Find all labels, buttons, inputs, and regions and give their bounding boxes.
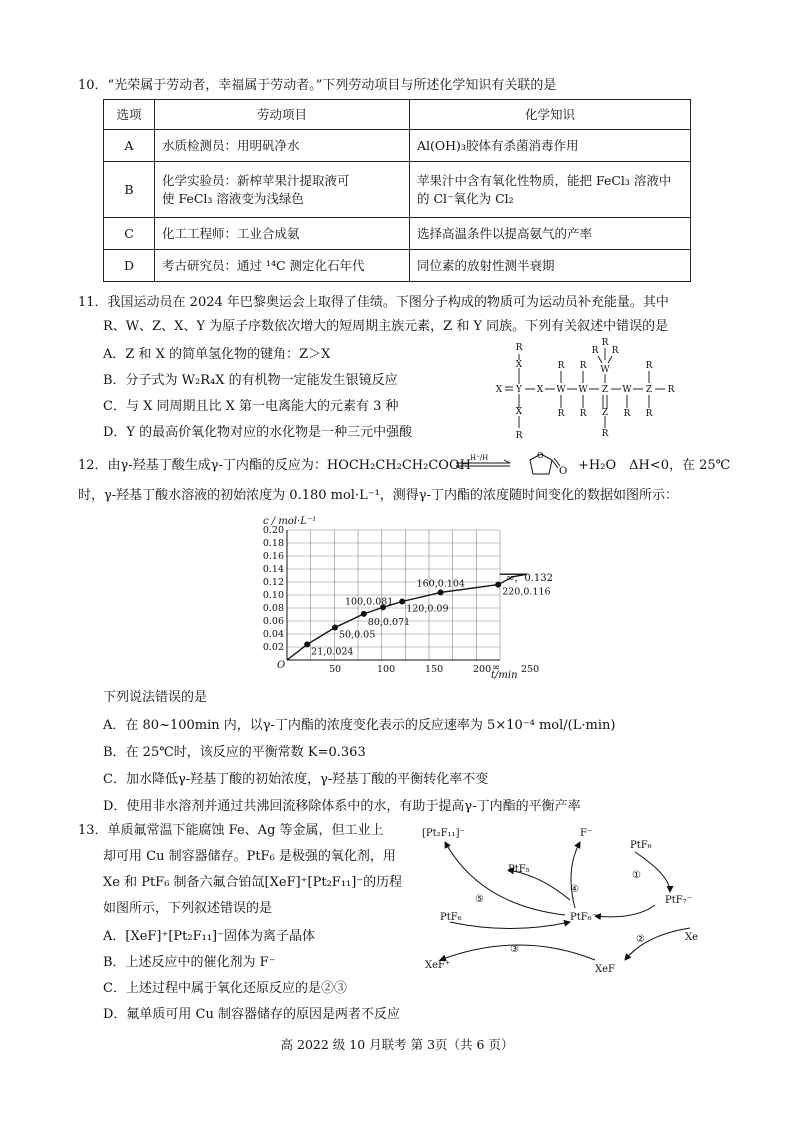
svg-text:X: X (515, 407, 523, 417)
ptf7-label: PtF₇⁻ (665, 895, 692, 906)
row-option: A (104, 130, 155, 162)
table-row (104, 218, 691, 250)
svg-text:R: R (611, 346, 619, 356)
chart-x-tick: 250 (521, 664, 540, 675)
chart-y-tick: 0.10 (262, 590, 284, 601)
chart-x-tick: 150 (425, 664, 444, 675)
chart-y-tick: 0.08 (262, 603, 284, 614)
q13-option-b: B．上述反应中的催化剂为 F⁻ (103, 955, 276, 970)
xef-plus-label: XeF⁺ (425, 960, 451, 971)
row-labor: 化学实验员：新榨苹果汁提取液可 (162, 172, 350, 188)
row-chem: 的 Cl⁻氧化为 Cl₂ (417, 190, 514, 206)
table-row (104, 250, 691, 282)
svg-text:R: R (515, 343, 523, 353)
q12-stem-1a: 12．由γ-羟基丁酸生成γ-丁内酯的反应为：HOCH₂CH₂CH₂COOH (78, 458, 471, 473)
chart-limit-label: ∞，0.132 (506, 573, 553, 584)
chart-data-point (399, 599, 405, 605)
chart-y-tick: 0.04 (262, 629, 284, 640)
ptf5-label: PtF₅ (508, 864, 530, 875)
chart-y-tick: 0.06 (262, 616, 284, 627)
chart-y-tick: 0.20 (262, 525, 284, 536)
step-1-label: ① (632, 870, 641, 881)
svg-text:W: W (578, 385, 588, 395)
svg-text:R: R (645, 361, 653, 371)
ptf6-top-label: PtF₆ (630, 840, 652, 851)
chart-y-tick: 0.16 (262, 551, 284, 562)
page-footer: 高 2022 级 10 月联考 第 3页（共 6 页） (280, 1037, 514, 1052)
xe-label: Xe (685, 932, 699, 943)
chart-data-point (495, 582, 501, 588)
q13-mechanism-diagram (420, 820, 720, 980)
q13-line-3: Xe 和 PtF₆ 制备六氟合铂氙[XeF]⁺[Pt₂F₁₁]⁻的历程 (103, 875, 403, 890)
q12-option-d: D．使用非水溶剂并通过共沸回流移除体系中的水，有助于提高γ-丁内酯的平衡产率 (103, 799, 581, 814)
row-chem: 选择高温条件以提高氨气的产率 (417, 225, 593, 241)
chart-x-tick: 200 (473, 664, 492, 675)
svg-text:R: R (579, 409, 587, 419)
q13-option-a: A．[XeF]⁺[Pt₂F₁₁]⁻固体为离子晶体 (103, 929, 315, 944)
row-chem: 苹果汁中含有氧化性物质，能把 FeCl₃ 溶液中 (417, 172, 672, 188)
chart-x-tick: 100 (377, 664, 396, 675)
xef-label: XeF (595, 964, 615, 975)
svg-text:R: R (557, 409, 565, 419)
row-option: D (104, 250, 155, 282)
svg-text:W: W (556, 385, 566, 395)
chart-y-tick: 0.18 (262, 538, 284, 549)
table-row (104, 162, 691, 218)
chart-data-label: 220,0.116 (502, 586, 551, 598)
ptf6-center-label: PtF₆⁻ (570, 912, 597, 923)
svg-text:W: W (600, 365, 610, 375)
chart-data-point (438, 589, 444, 595)
row-labor: 水质检测员：用明矾净水 (162, 137, 300, 153)
carbonyl-oxygen-label: O (559, 466, 568, 477)
q10-table (103, 99, 691, 282)
q10-stem: 10．“光荣属于劳动者，幸福属于劳动者。”下列劳动项目与所述化学知识有关联的是 (78, 78, 557, 93)
chart-data-label: 50,0.05 (339, 629, 376, 641)
chart-data-label: 120,0.09 (406, 603, 449, 615)
arrow-step-4a (571, 842, 580, 908)
q12-concentration-chart (255, 510, 585, 682)
q13-line-1: 13．单质氟常温下能腐蚀 Fe、Ag 等金属，但工业上 (78, 823, 384, 838)
q12-stem-2: 时，γ-羟基丁酸水溶液的初始浓度为 0.180 mol·L⁻¹，测得γ-丁内酯的浓度随时间变化的数据如图所示： (78, 488, 678, 503)
svg-text:R: R (623, 409, 631, 419)
chart-x-label: t/min (491, 670, 518, 681)
table-row (104, 130, 691, 162)
svg-text:R: R (591, 346, 599, 356)
svg-text:W: W (622, 385, 632, 395)
ptf6-left-label: PtF₆ (440, 912, 462, 923)
step-2-label: ② (636, 934, 645, 945)
chart-data-label: 160,0.104 (416, 578, 465, 590)
q12-option-b: B．在 25℃时，该反应的平衡常数 K=0.363 (103, 745, 366, 760)
svg-text:Z: Z (601, 408, 609, 418)
chart-x-tick: 50 (329, 664, 342, 675)
chart-origin-label: O (277, 660, 286, 671)
svg-text:X: X (515, 360, 523, 370)
row-labor: 使 FeCl₃ 溶液变为浅绿色 (162, 190, 304, 206)
pt2f11-label: [Pt₂F₁₁]⁻ (422, 828, 465, 839)
svg-text:R: R (579, 361, 587, 371)
arrow-step-2b (625, 928, 690, 960)
svg-text:Z: Z (645, 385, 653, 395)
row-option: B (104, 162, 155, 218)
svg-text:R: R (515, 431, 523, 441)
f-minus-label: F⁻ (580, 828, 593, 839)
chart-data-point (361, 611, 367, 617)
step-4-label: ④ (570, 884, 579, 895)
step-3-label: ③ (510, 944, 519, 955)
svg-text:R: R (601, 338, 609, 348)
chart-data-label: 100,0.081 (345, 596, 394, 608)
q11-option-c: C．与 X 同周期且比 X 第一电离能大的元素有 3 种 (103, 399, 399, 414)
arrow-step-2a (595, 905, 655, 917)
q12-reaction-scheme (448, 450, 578, 484)
q13-line-4: 如图所示，下列叙述错误的是 (103, 901, 273, 916)
chart-y-tick: 0.02 (262, 642, 284, 653)
chart-data-point (332, 625, 338, 631)
chart-data-point (304, 641, 310, 647)
row-chem: 同位素的放射性测半衰期 (417, 257, 555, 273)
q11-option-b: B．分子式为 W₂R₄X 的有机物一定能发生银镜反应 (103, 373, 398, 388)
table-header-labor: 劳动项目 (155, 100, 410, 130)
q13-line-2: 却可用 Cu 制容器储存。PtF₆ 是极强的氧化剂，用 (103, 849, 396, 864)
chart-y-tick: 0.12 (262, 577, 284, 588)
chart-data-label: 80,0.071 (367, 616, 411, 628)
arrow-step-5 (445, 842, 565, 915)
arrow-step-3a (450, 922, 570, 929)
table-header-option: 选项 (104, 100, 155, 130)
row-option: C (104, 218, 155, 250)
ring-oxygen-label: O (537, 451, 544, 460)
svg-text:X: X (495, 385, 503, 395)
chart-data-label: 21,0.024 (311, 646, 354, 658)
chart-x-tick: ∞ (492, 662, 500, 673)
reaction-condition-label: H⁺/H (470, 454, 489, 462)
row-labor: 考古研究员：通过 ¹⁴C 测定化石年代 (162, 257, 365, 273)
svg-text:X: X (536, 385, 544, 395)
svg-text:Z: Z (601, 385, 609, 395)
q13-option-c: C．上述过程中属于氧化还原反应的是②③ (103, 981, 347, 996)
q13-option-d: D．氟单质可用 Cu 制容器储存的原因是两者不反应 (103, 1007, 401, 1022)
chart-y-tick: 0.14 (262, 564, 284, 575)
chart-y-label: c / mol·L⁻¹ (263, 516, 317, 527)
row-chem: Al(OH)₃胶体有杀菌消毒作用 (417, 137, 579, 153)
q11-molecular-structure (485, 336, 695, 446)
q11-stem-2: R、W、Z、X、Y 为原子序数依次增大的短周期主族元素，Z 和 Y 同族。下列有关叙述中错误的是 (103, 319, 669, 334)
q12-option-a: A．在 80~100min 内，以γ-丁内酯的浓度变化表示的反应速率为 5×10⁻⁴ mol/(L·min) (103, 718, 616, 733)
svg-text:Y: Y (516, 385, 522, 395)
q11-option-d: D．Y 的最高价氧化物对应的水化物是一种三元中强酸 (103, 425, 413, 440)
q11-option-a: A．Z 和 X 的简单氢化物的键角：Z＞X (103, 347, 331, 362)
q12-option-c: C．加水降低γ-羟基丁酸的初始浓度，γ-羟基丁酸的平衡转化率不变 (103, 772, 489, 787)
svg-text:R: R (645, 409, 653, 419)
q12-question: 下列说法错误的是 (103, 690, 208, 705)
svg-text:R: R (557, 361, 565, 371)
table-header-chem: 化学知识 (410, 100, 691, 130)
q11-stem-1: 11．我国运动员在 2024 年巴黎奥运会上取得了佳绩。下图分子构成的物质可为运动员补充能量。其中 (78, 295, 669, 310)
svg-text:R: R (601, 429, 609, 439)
row-labor: 化工工程师：工业合成氨 (162, 225, 300, 241)
q12-stem-1b: +H₂O ΔH<0，在 25℃ (578, 458, 731, 473)
svg-text:R: R (667, 385, 675, 395)
step-5-label: ⑤ (475, 894, 484, 905)
